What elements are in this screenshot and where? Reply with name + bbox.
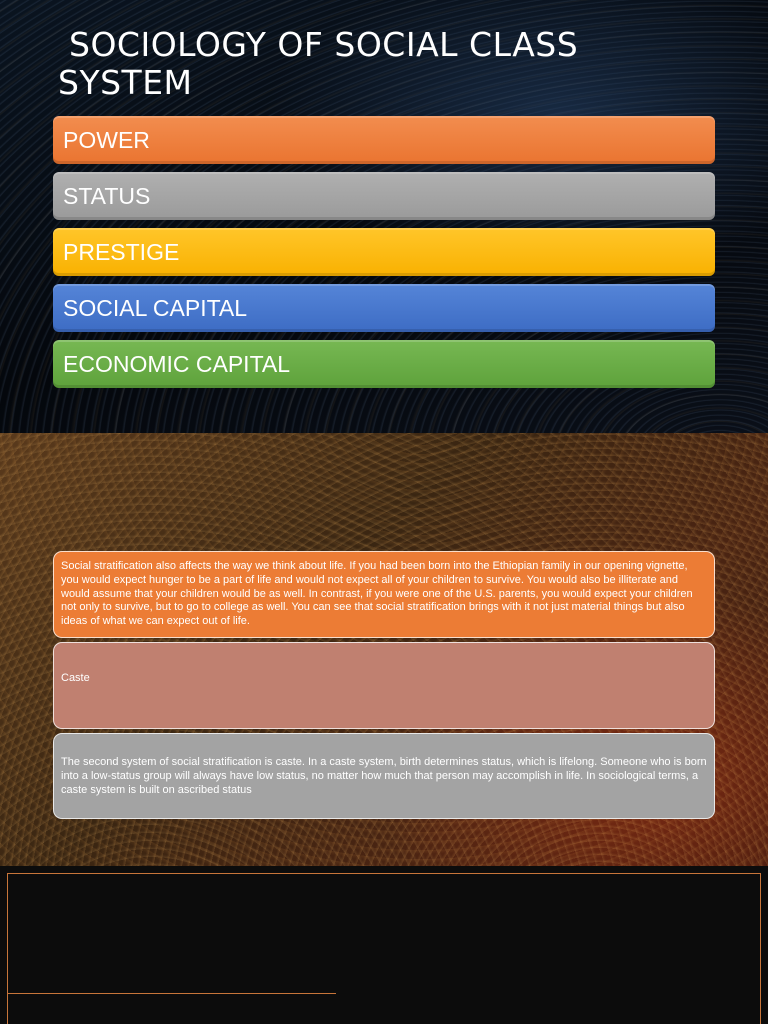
slide-frame (7, 873, 761, 1024)
slide-next (0, 866, 768, 1024)
caste-box[interactable]: Caste (53, 642, 715, 729)
caste-description-box[interactable]: The second system of social stratification is caste. In a caste system, birth determines status, which is lifelong. Someone who is born into a low-status group will always have low status, no matter how much that person may accomplish in life. In sociological terms, a caste system is built on ascribed status (53, 733, 715, 819)
item-economic-capital[interactable]: ECONOMIC CAPITAL (53, 340, 715, 388)
stratification-text-box[interactable]: Social stratification also affects the way we think about life. If you had been born into the Ethiopian family in our opening vignette, you would expect hunger to be a part of life and would not expect all of your children to survive. You would also be illiterate and would assume that your children would be as well. In contrast, if you were one of the U.S. parents, you would expect your children not only to survive, but to go to college as well. You can see that social stratification brings with it not just material things but also ideas of what we can expect out of life. (53, 551, 715, 638)
slide-title: SOCIOLOGY OF SOCIAL CLASS SYSTEM (58, 25, 579, 102)
item-status[interactable]: STATUS (53, 172, 715, 220)
slide-stratification (0, 433, 768, 866)
divider-line (8, 993, 336, 994)
slide-social-class (0, 0, 768, 433)
item-prestige[interactable]: PRESTIGE (53, 228, 715, 276)
item-social-capital[interactable]: SOCIAL CAPITAL (53, 284, 715, 332)
item-power[interactable]: POWER (53, 116, 715, 164)
